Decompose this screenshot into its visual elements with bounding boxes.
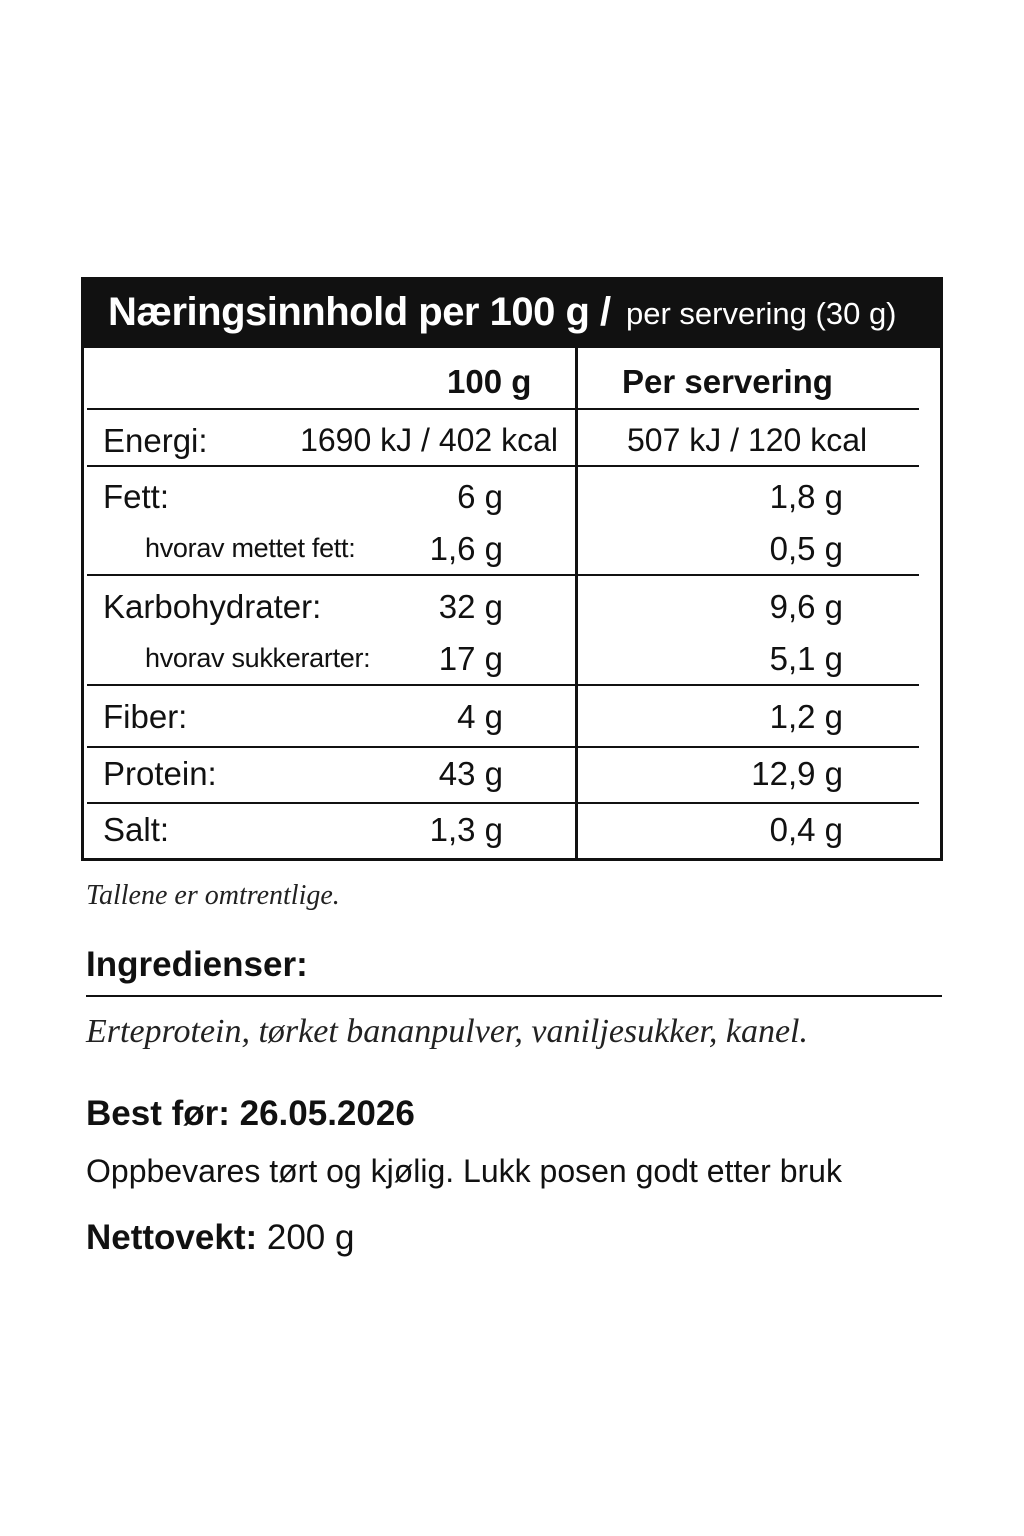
title-per-100g: Næringsinnhold per 100 g / (108, 290, 611, 334)
value-saturated-fat-serving: 0,5 g (769, 530, 843, 567)
row-label-sugars: hvorav sukkerarter: (145, 643, 371, 673)
value-salt-100g: 1,3 g (429, 811, 503, 848)
row-label-energy: Energi: (103, 422, 208, 459)
value-salt-serving: 0,4 g (769, 811, 843, 848)
value-fiber-100g: 4 g (457, 698, 503, 735)
net-weight (86, 1218, 354, 1258)
value-energy-serving: 507 kJ / 120 kcal (627, 422, 868, 458)
ingredients-heading: Ingredienser: (86, 945, 308, 984)
column-divider (575, 348, 578, 858)
value-fat-100g: 6 g (457, 478, 503, 515)
value-sugars-serving: 5,1 g (769, 640, 843, 677)
value-protein-100g: 43 g (438, 755, 503, 792)
value-energy-100g: 1690 kJ / 402 kcal (300, 422, 558, 458)
best-before-date: Best før: 26.05.2026 (86, 1094, 415, 1133)
value-fat-serving: 1,8 g (769, 478, 843, 515)
column-header-100g: 100 g (447, 363, 532, 400)
row-label-fat: Fett: (103, 478, 170, 515)
value-fiber-serving: 1,2 g (769, 698, 843, 735)
row-divider (87, 574, 919, 576)
net-weight-label: Nettovekt: (86, 1218, 258, 1257)
value-saturated-fat-100g: 1,6 g (429, 530, 503, 567)
nutrition-table (81, 277, 943, 861)
storage-instructions: Oppbevares tørt og kjølig. Lukk posen godt etter bruk (86, 1153, 842, 1189)
title-per-serving: per servering (30 g) (626, 296, 897, 331)
row-divider (87, 746, 919, 748)
nutrition-table-title (84, 280, 940, 348)
row-label-salt: Salt: (103, 811, 170, 848)
net-weight-value: 200 g (266, 1218, 355, 1257)
row-label-saturated-fat: hvorav mettet fett: (145, 533, 356, 563)
row-label-fiber: Fiber: (103, 698, 188, 735)
approximate-values-note: Tallene er omtrentlige. (86, 880, 340, 911)
row-label-protein: Protein: (103, 755, 217, 792)
value-carbohydrates-100g: 32 g (438, 588, 503, 625)
row-label-carbohydrates: Karbohydrater: (103, 588, 322, 625)
row-divider (87, 802, 919, 804)
ingredients-text: Erteprotein, tørket bananpulver, vaniljesukker, kanel. (86, 1013, 809, 1050)
column-header-serving: Per servering (622, 363, 833, 400)
row-divider (87, 465, 919, 467)
ingredients-divider (86, 995, 942, 997)
row-divider (87, 684, 919, 686)
value-protein-serving: 12,9 g (751, 755, 843, 792)
value-sugars-100g: 17 g (438, 640, 503, 677)
value-carbohydrates-serving: 9,6 g (769, 588, 843, 625)
row-divider (87, 408, 919, 410)
